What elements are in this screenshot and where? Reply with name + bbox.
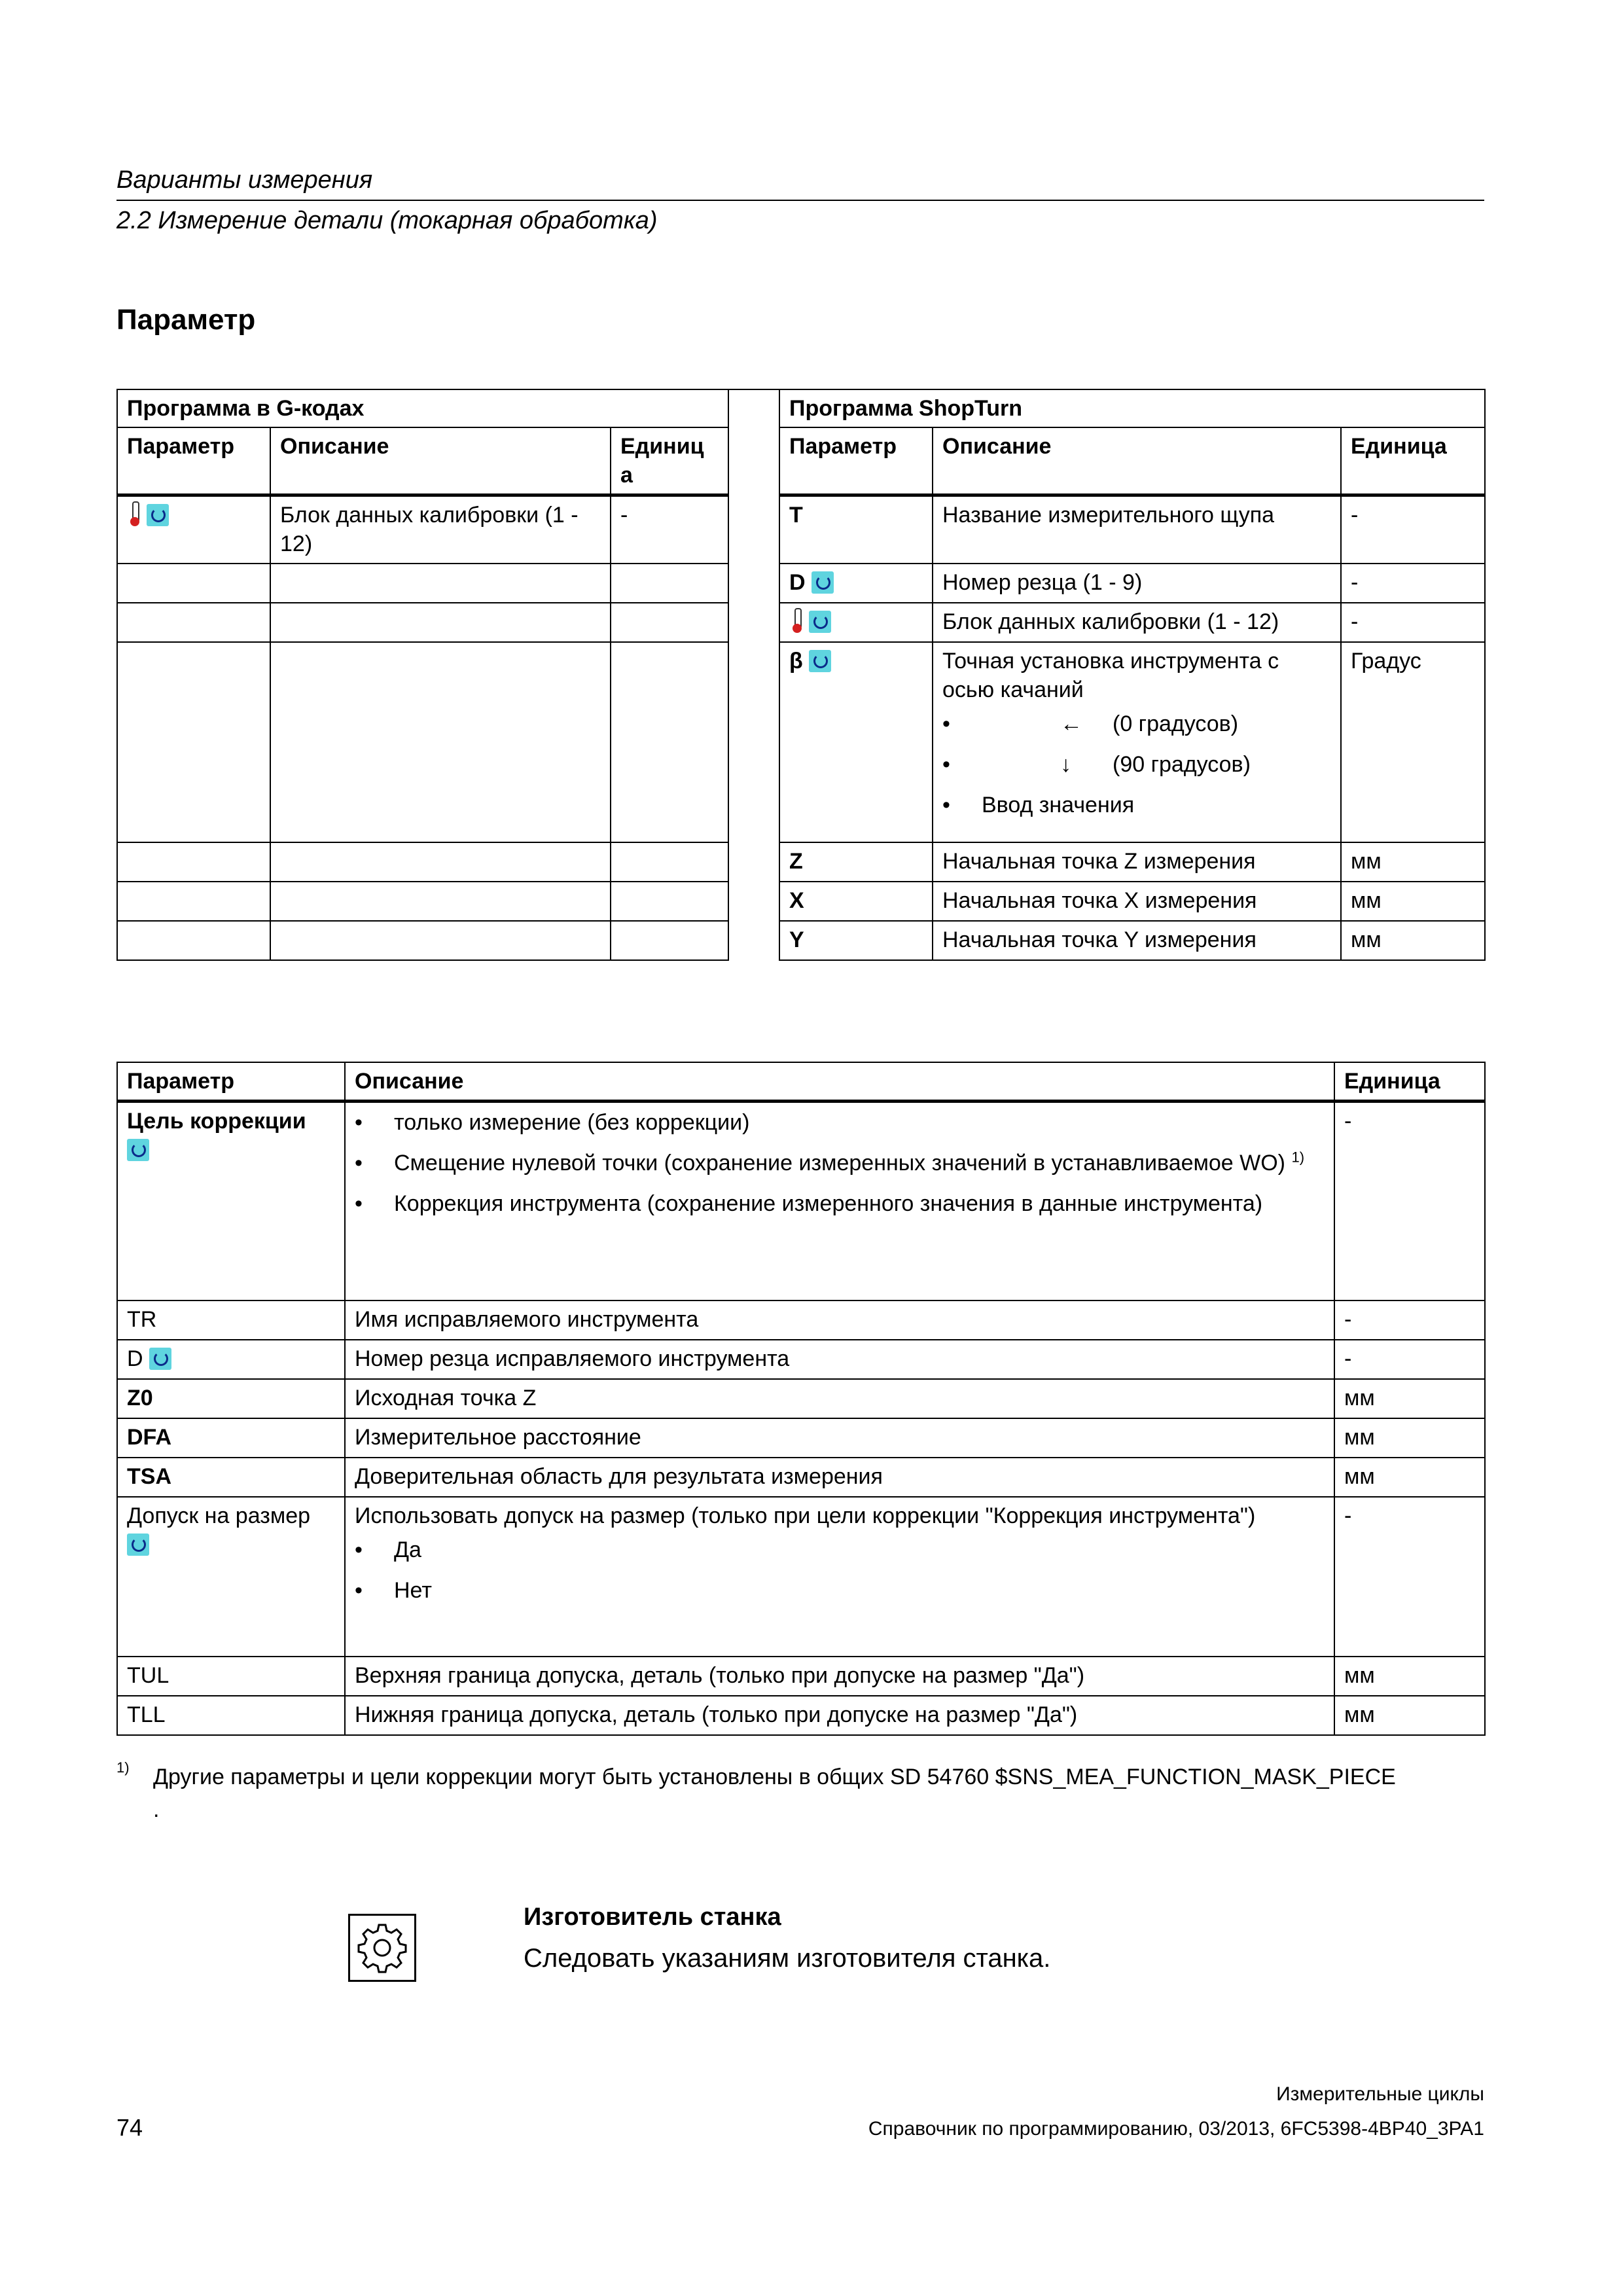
list-item <box>942 709 1331 738</box>
unit-cell: - <box>1334 1497 1485 1657</box>
desc-cell: Исходная точка Z <box>345 1379 1334 1418</box>
gcode-desc-cell: Блок данных калибровки (1 - 12) <box>270 495 611 564</box>
desc-cell: Верхняя граница допуска, деталь (только при допуске на размер "Да") <box>345 1657 1334 1696</box>
param-cell <box>117 1340 345 1379</box>
desc-cell: Номер резца исправляемого инструмента <box>345 1340 1334 1379</box>
gcode-param-cell <box>117 495 270 564</box>
arrow-left-icon: ← <box>1060 711 1082 736</box>
chapter-title: Варианты измерения <box>116 166 373 194</box>
param-name: Цель коррекции <box>127 1109 306 1134</box>
shopturn-param-cell: T <box>779 495 933 564</box>
table-gap <box>728 564 779 603</box>
empty-cell <box>117 564 270 603</box>
footnote-mark: 1) <box>116 1759 130 1776</box>
desc-cell: Нижняя граница допуска, деталь (только при допуске на размер "Да") <box>345 1696 1334 1735</box>
param-cell: Z0 <box>117 1379 345 1418</box>
cycle-toggle-icon[interactable] <box>809 611 831 633</box>
param-cell: TUL <box>117 1657 345 1696</box>
empty-cell <box>270 603 611 642</box>
empty-cell <box>611 564 728 603</box>
shopturn-col-desc: Описание <box>933 427 1341 495</box>
shopturn-unit-cell: - <box>1341 564 1485 603</box>
thermometer-icon <box>127 501 141 528</box>
gear-icon <box>348 1914 416 1982</box>
arrow-down-icon: ↓ <box>1060 751 1071 777</box>
unit-cell: мм <box>1334 1657 1485 1696</box>
gcode-col-param: Параметр <box>117 427 270 495</box>
shopturn-unit-cell: - <box>1341 603 1485 642</box>
shopturn-param-cell <box>779 642 933 842</box>
list-item: • Нет <box>355 1576 1325 1605</box>
param-cell: TLL <box>117 1696 345 1735</box>
option-text: Ввод значения <box>982 792 1135 817</box>
list-item: • Да <box>355 1535 1325 1564</box>
col-desc: Описание <box>345 1062 1334 1102</box>
note-text: Следовать указаниям изготовителя станка. <box>524 1944 1051 1973</box>
param-name: D <box>789 569 806 595</box>
desc-cell <box>345 1102 1334 1300</box>
table-gap <box>728 427 779 495</box>
empty-cell <box>117 603 270 642</box>
empty-cell <box>270 882 611 921</box>
shopturn-desc-cell: Название измерительного щупа <box>933 495 1341 564</box>
unit-cell: мм <box>1334 1696 1485 1735</box>
gcode-col-desc: Описание <box>270 427 611 495</box>
param-name: D <box>127 1346 143 1371</box>
shopturn-desc-cell: Начальная точка X измерения <box>933 882 1341 921</box>
param-cell <box>117 1102 345 1300</box>
section-title: Параметр <box>116 304 256 336</box>
option-text: Смещение нулевой точки (сохранение измеренных значений в устанавливаемое WO) <box>394 1151 1286 1175</box>
desc-cell: Имя исправляемого инструмента <box>345 1300 1334 1340</box>
gcode-program-header: Программа в G-кодах <box>117 389 728 427</box>
table-gap <box>728 603 779 642</box>
table-gap <box>728 882 779 921</box>
shopturn-col-param: Параметр <box>779 427 933 495</box>
shopturn-param-cell: Y <box>779 921 933 960</box>
unit-cell: - <box>1334 1102 1485 1300</box>
empty-cell <box>270 564 611 603</box>
empty-cell <box>611 882 728 921</box>
parameter-table-programs <box>116 389 1486 961</box>
list-item <box>942 791 1331 819</box>
table-gap <box>728 921 779 960</box>
option-list <box>355 1108 1325 1218</box>
cycle-toggle-icon[interactable] <box>127 1534 149 1556</box>
unit-cell: - <box>1334 1340 1485 1379</box>
empty-cell <box>117 921 270 960</box>
unit-cell: мм <box>1334 1458 1485 1497</box>
empty-cell <box>611 603 728 642</box>
footnote-ref: 1) <box>1291 1149 1305 1166</box>
shopturn-param-cell: X <box>779 882 933 921</box>
shopturn-unit-cell: мм <box>1341 882 1485 921</box>
list-item <box>942 750 1331 779</box>
table-gap <box>728 842 779 882</box>
empty-cell <box>611 642 728 842</box>
empty-cell <box>611 842 728 882</box>
shopturn-desc-cell: Блок данных калибровки (1 - 12) <box>933 603 1341 642</box>
shopturn-param-cell <box>779 564 933 603</box>
empty-cell <box>117 642 270 842</box>
thermometer-icon <box>789 608 804 634</box>
empty-cell <box>611 921 728 960</box>
parameter-table-correction <box>116 1062 1486 1736</box>
unit-cell: мм <box>1334 1379 1485 1418</box>
shopturn-unit-cell: Градус <box>1341 642 1485 842</box>
footer-reference: Справочник по программированию, 03/2013, 6FC5398-4BP40_3PA1 <box>868 2118 1484 2140</box>
desc-text: Использовать допуск на размер (только при цели коррекции "Коррекция инструмента") <box>355 1503 1256 1528</box>
empty-cell <box>270 642 611 842</box>
table-gap <box>728 642 779 842</box>
desc-cell: Измерительное расстояние <box>345 1418 1334 1458</box>
col-param: Параметр <box>117 1062 345 1102</box>
cycle-toggle-icon[interactable] <box>812 571 834 594</box>
section-subtitle: 2.2 Измерение детали (токарная обработка) <box>116 207 658 234</box>
shopturn-param-cell: Z <box>779 842 933 882</box>
shopturn-col-unit: Единица <box>1341 427 1485 495</box>
page-number: 74 <box>116 2114 143 2141</box>
shopturn-desc-cell: Номер резца (1 - 9) <box>933 564 1341 603</box>
desc-cell: Доверительная область для результата измерения <box>345 1458 1334 1497</box>
list-item: • только измерение (без коррекции) <box>355 1108 1325 1137</box>
shopturn-unit-cell: - <box>1341 495 1485 564</box>
footer-book-title: Измерительные циклы <box>1276 2083 1484 2105</box>
param-cell: TR <box>117 1300 345 1340</box>
shopturn-desc-cell <box>933 642 1341 842</box>
param-name: β <box>789 648 803 673</box>
empty-cell <box>270 921 611 960</box>
desc-cell <box>345 1497 1334 1657</box>
empty-cell <box>117 882 270 921</box>
cycle-toggle-icon[interactable] <box>809 650 831 672</box>
shopturn-program-header: Программа ShopTurn <box>779 389 1485 427</box>
shopturn-unit-cell: мм <box>1341 842 1485 882</box>
list-item: • Коррекция инструмента (сохранение измеренного значения в данные инструмента) <box>355 1189 1325 1218</box>
option-text: (0 градусов) <box>1113 711 1239 736</box>
table-gap <box>728 389 779 427</box>
cycle-toggle-icon[interactable] <box>149 1348 171 1370</box>
note-title: Изготовитель станка <box>524 1903 781 1931</box>
footnote-text: Другие параметры и цели коррекции могут быть установлены в общих SD 54760 $SNS_MEA_FUNCTION_MASK_PIECE . <box>153 1765 1396 1822</box>
option-text: (90 градусов) <box>1113 751 1251 777</box>
table-gap <box>728 495 779 564</box>
unit-cell: мм <box>1334 1418 1485 1458</box>
gcode-col-unit: Единиц а <box>611 427 728 495</box>
shopturn-desc-cell: Начальная точка Z измерения <box>933 842 1341 882</box>
shopturn-unit-cell: мм <box>1341 921 1485 960</box>
param-cell <box>117 1497 345 1657</box>
cycle-toggle-icon[interactable] <box>127 1139 149 1161</box>
option-list <box>942 709 1331 819</box>
shopturn-desc-cell: Начальная точка Y измерения <box>933 921 1341 960</box>
option-list <box>355 1535 1325 1605</box>
gcode-unit-cell: - <box>611 495 728 564</box>
desc-text: Точная установка инструмента с осью качаний <box>942 648 1279 702</box>
col-unit: Единица <box>1334 1062 1485 1102</box>
list-item <box>355 1149 1325 1177</box>
param-cell: TSA <box>117 1458 345 1497</box>
param-cell: DFA <box>117 1418 345 1458</box>
header-rule <box>116 200 1484 201</box>
shopturn-param-cell <box>779 603 933 642</box>
empty-cell <box>117 842 270 882</box>
empty-cell <box>270 842 611 882</box>
cycle-toggle-icon[interactable] <box>147 504 169 526</box>
param-name: Допуск на размер <box>127 1503 311 1528</box>
unit-cell: - <box>1334 1300 1485 1340</box>
